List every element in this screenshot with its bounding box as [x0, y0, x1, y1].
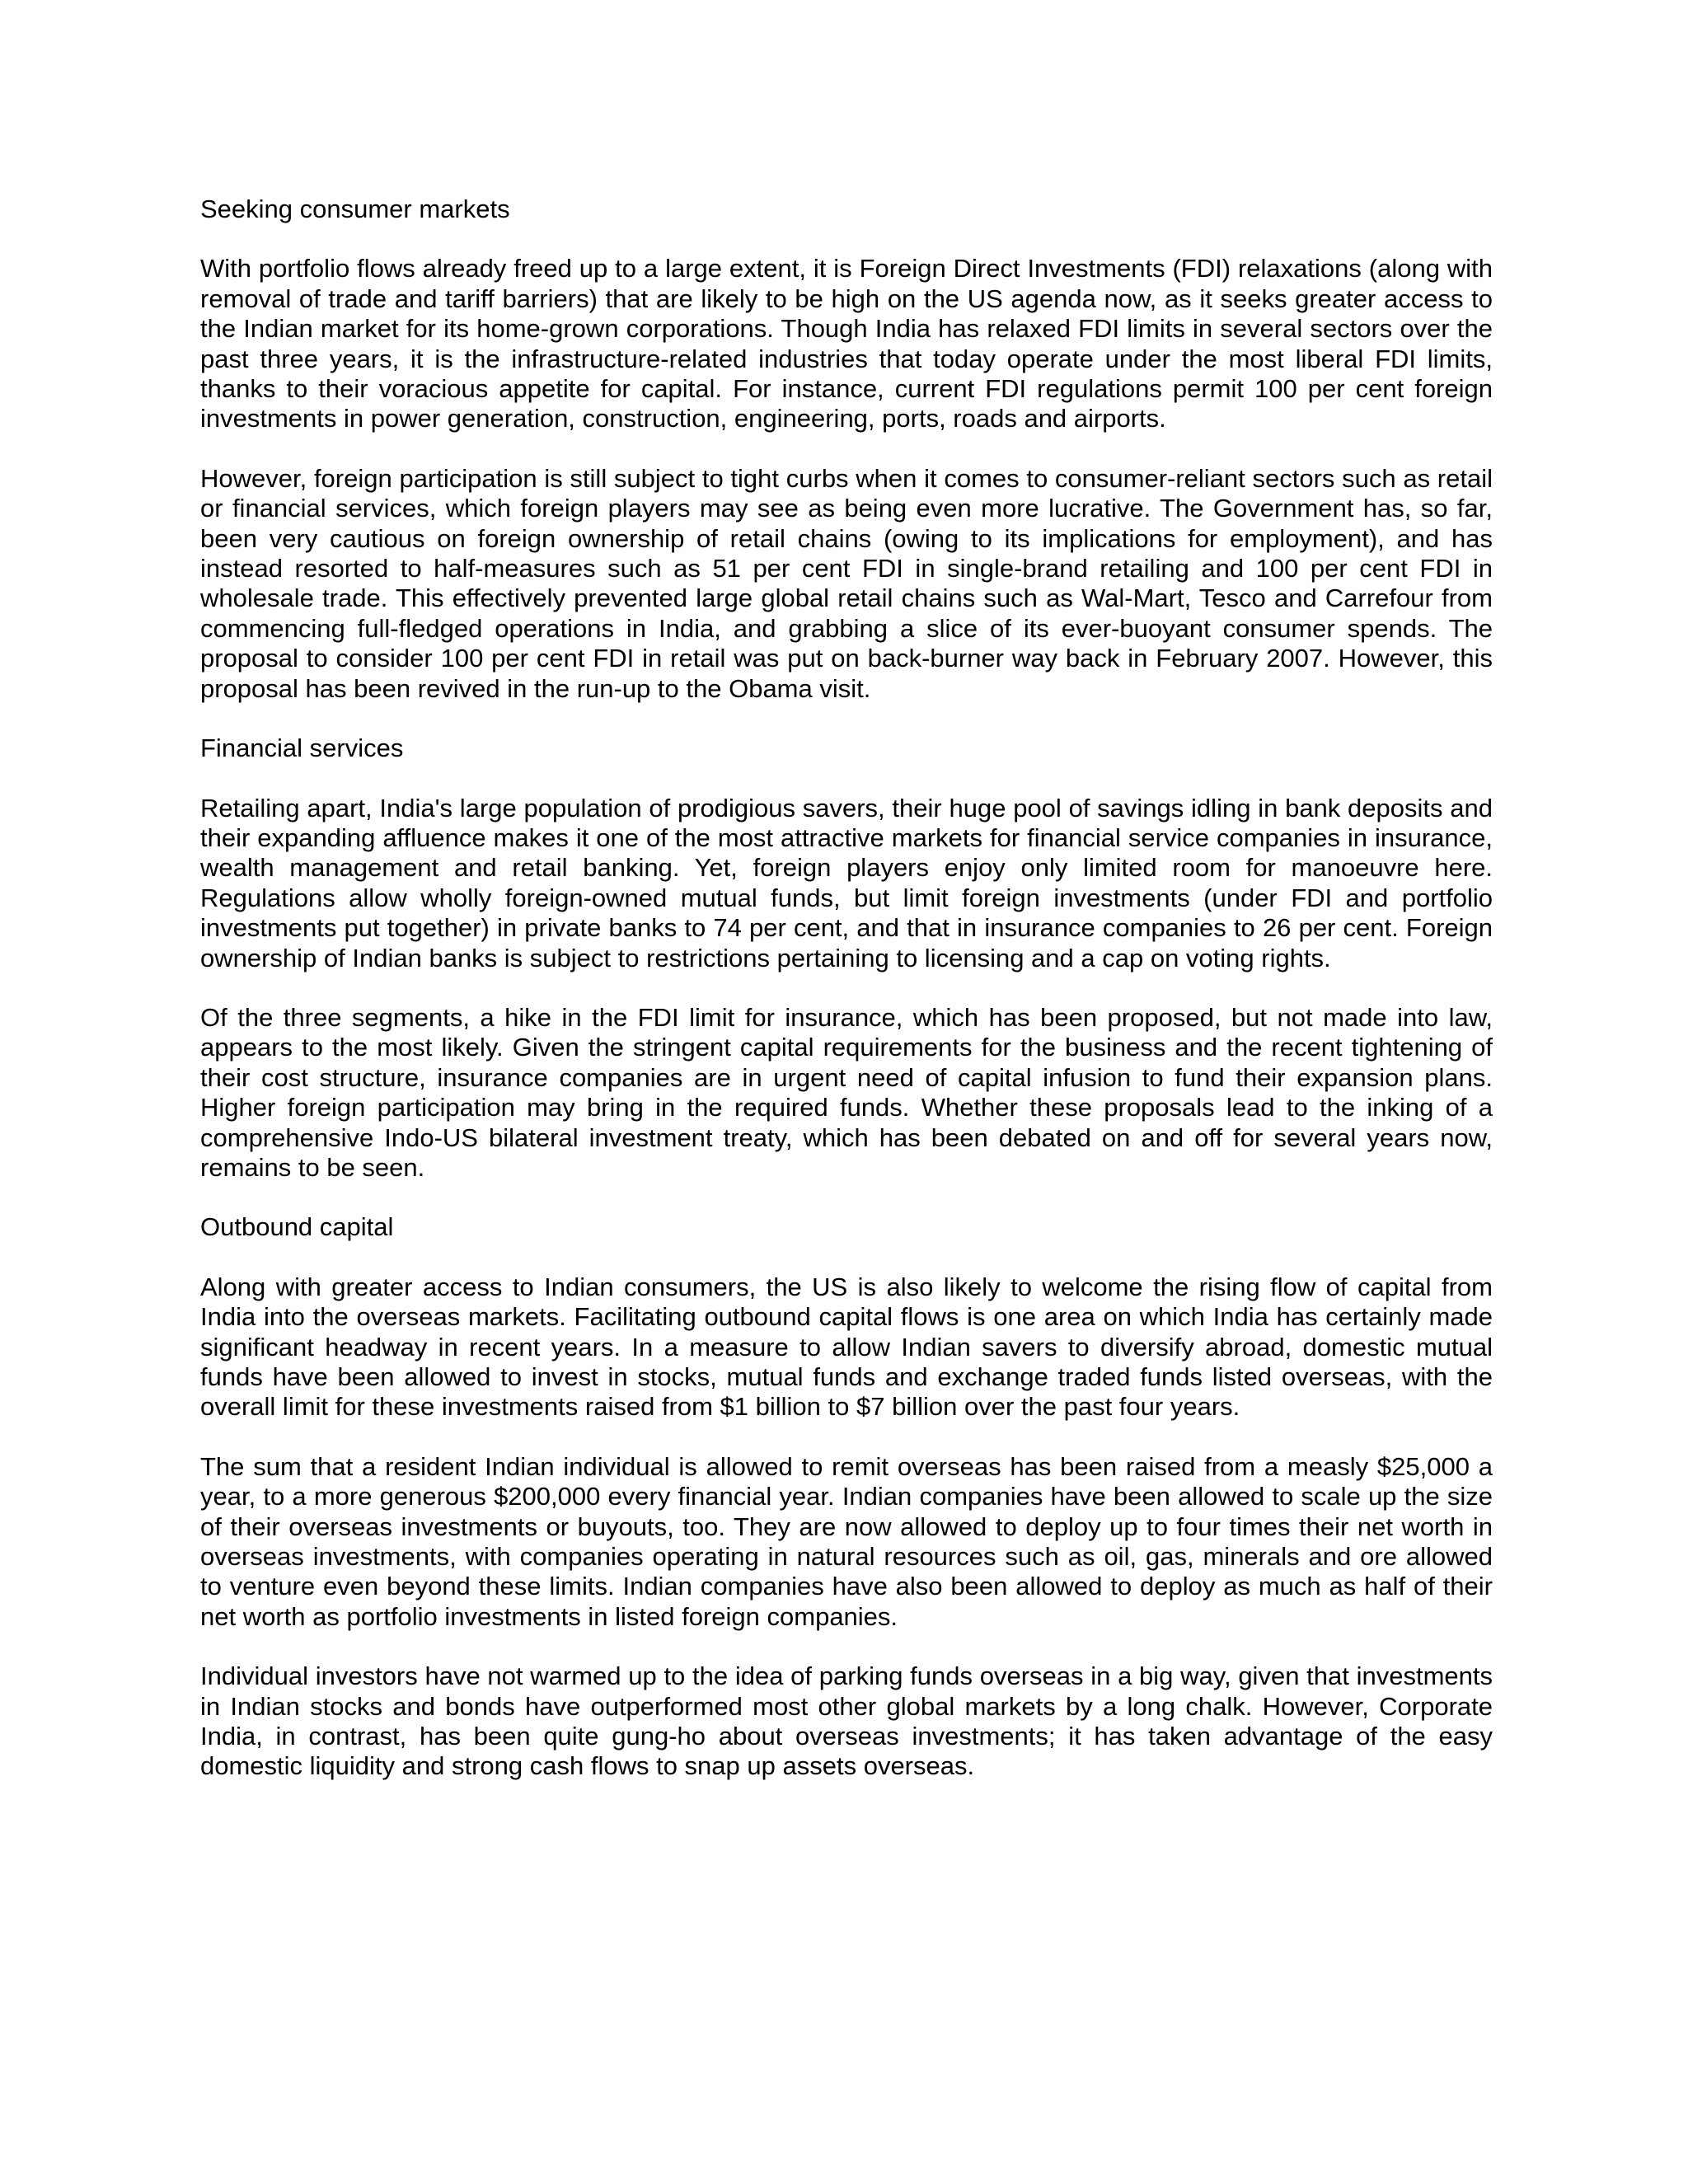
- document-page: [200, 194, 1493, 1782]
- paragraph: Along with greater access to Indian consumers, the US is also likely to welcome the rising flow of capital from India into the overseas markets. Facilitating outbound capital flows is one area on which India has certainly made significant headway in recent years. In a measure to allow Indian savers to diversify abroad, domestic mutual funds have been allowed to invest in stocks, mutual funds and exchange traded funds listed overseas, with the overall limit for these investments raised from $1 billion to $7 billion over the past four years.: [200, 1272, 1493, 1422]
- section-seeking-consumer-markets: [200, 194, 1493, 704]
- paragraph: However, foreign participation is still subject to tight curbs when it comes to consumer-reliant sectors such as retail or financial services, which foreign players may see as being even more lucrative. The Government has, so far, been very cautious on foreign ownership of retail chains (owing to its implications for employment), and has instead resorted to half-measures such as 51 per cent FDI in single-brand retailing and 100 per cent FDI in wholesale trade. This effectively prevented large global retail chains such as Wal-Mart, Tesco and Carrefour from commencing full-fledged operations in India, and grabbing a slice of its ever-buoyant consumer spends. The proposal to consider 100 per cent FDI in retail was put on back-burner way back in February 2007. However, this proposal has been revived in the run-up to the Obama visit.: [200, 463, 1493, 703]
- section-heading: Outbound capital: [200, 1212, 394, 1242]
- section-heading: Seeking consumer markets: [200, 194, 510, 223]
- section-heading: Financial services: [200, 733, 404, 763]
- paragraph: Of the three segments, a hike in the FDI limit for insurance, which has been proposed, but not made into law, appears to the most likely. Given the stringent capital requirements for the business and the recent tightening of their cost structure, insurance companies are in urgent need of capital infusion to fund their expansion plans. Higher foreign participation may bring in the required funds. Whether these proposals lead to the inking of a comprehensive Indo-US bilateral investment treaty, which has been debated on and off for several years now, remains to be seen.: [200, 1002, 1493, 1182]
- paragraph: With portfolio flows already freed up to a large extent, it is Foreign Direct Investments (FDI) relaxations (along with removal of trade and tariff barriers) that are likely to be high on the US agenda now, as it seeks greater access to the Indian market for its home-grown corporations. Though India has relaxed FDI limits in several sectors over the past three years, it is the infrastructure-related industries that today operate under the most liberal FDI limits, thanks to their voracious appetite for capital. For instance, current FDI regulations permit 100 per cent foreign investments in power generation, construction, engineering, ports, roads and airports.: [200, 254, 1493, 434]
- section-outbound-capital: [200, 1212, 1493, 1782]
- paragraph: Individual investors have not warmed up to the idea of parking funds overseas in a big way, given that investments in Indian stocks and bonds have outperformed most other global markets by a long chalk. However, Corporate India, in contrast, has been quite gung-ho about overseas investments; it has taken advantage of the easy domestic liquidity and strong cash flows to snap up assets overseas.: [200, 1661, 1493, 1781]
- paragraph: The sum that a resident Indian individual is allowed to remit overseas has been raised from a measly $25,000 a year, to a more generous $200,000 every financial year. Indian companies have been allowed to scale up the size of their overseas investments or buyouts, too. They are now allowed to deploy up to four times their net worth in overseas investments, with companies operating in natural resources such as oil, gas, minerals and ore allowed to venture even beyond these limits. Indian companies have also been allowed to deploy as much as half of their net worth as portfolio investments in listed foreign companies.: [200, 1451, 1493, 1631]
- section-financial-services: [200, 733, 1493, 1183]
- paragraph: Retailing apart, India's large population of prodigious savers, their huge pool of savings idling in bank deposits and their expanding affluence makes it one of the most attractive markets for financial service companies in insurance, wealth management and retail banking. Yet, foreign players enjoy only limited room for manoeuvre here. Regulations allow wholly foreign-owned mutual funds, but limit foreign investments (under FDI and portfolio investments put together) in private banks to 74 per cent, and that in insurance companies to 26 per cent. Foreign ownership of Indian banks is subject to restrictions pertaining to licensing and a cap on voting rights.: [200, 793, 1493, 972]
